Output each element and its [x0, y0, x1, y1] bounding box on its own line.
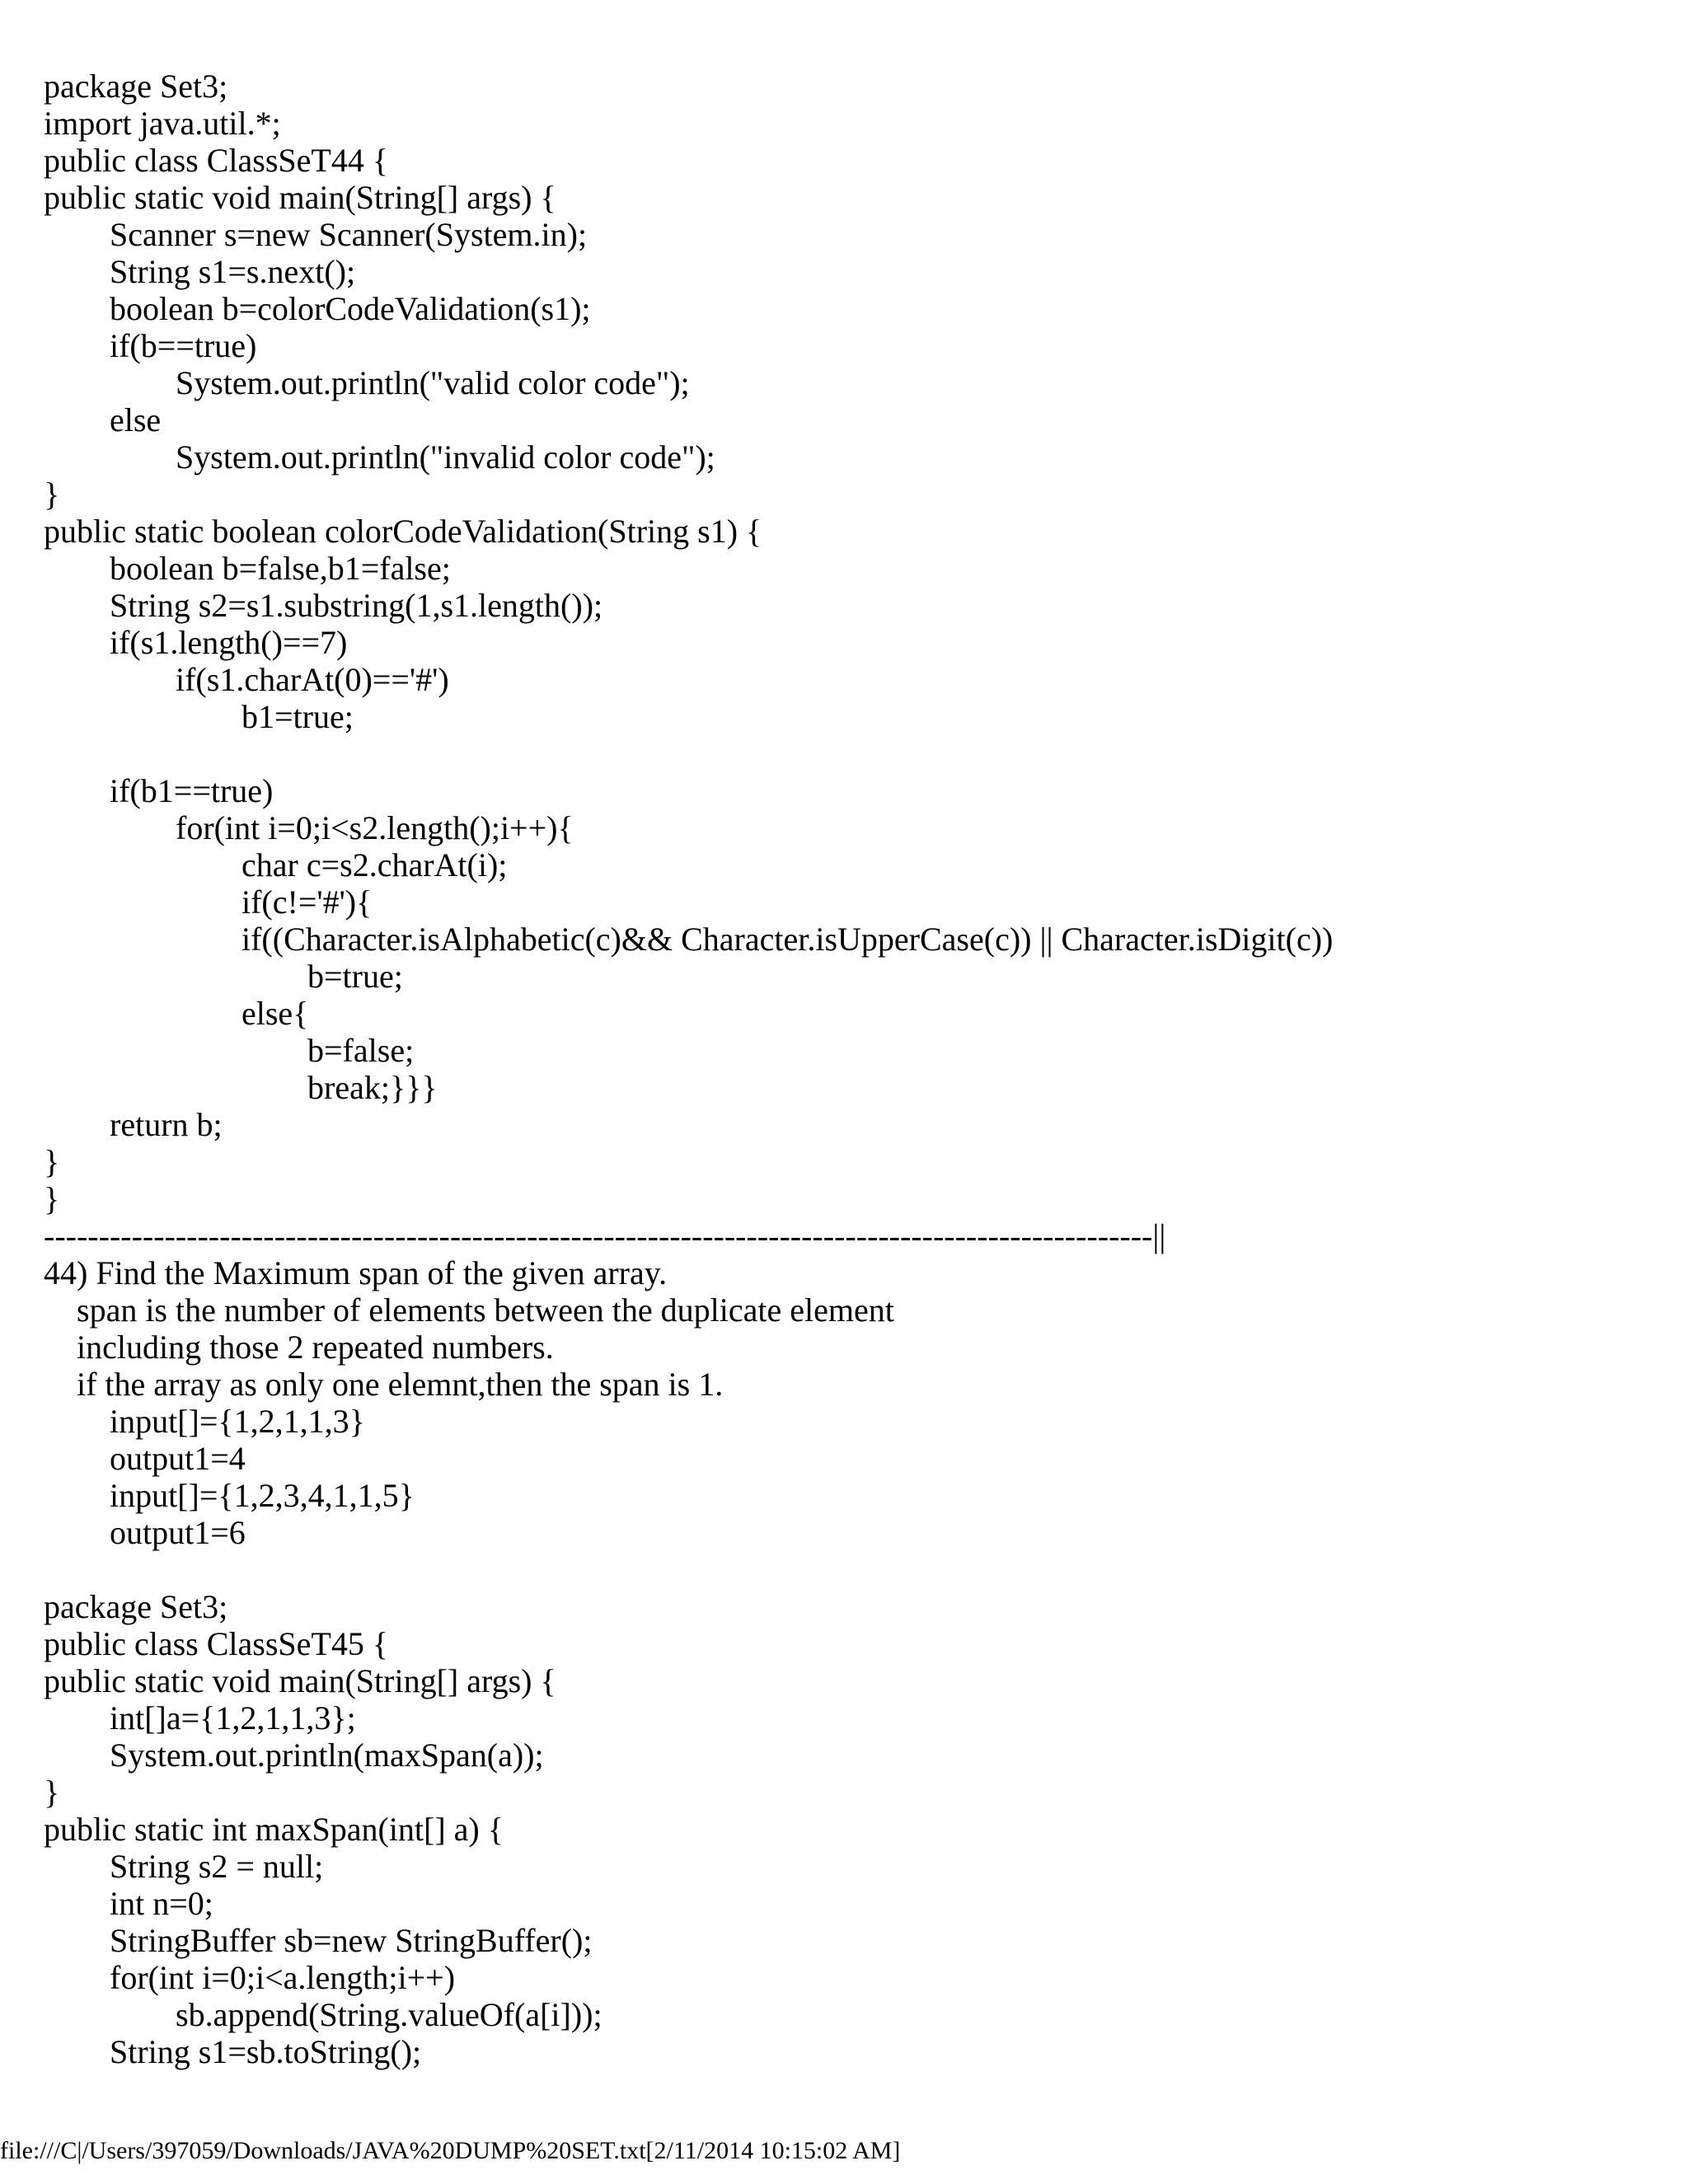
text-line: if(c!='#'){	[241, 883, 373, 921]
text-line: for(int i=0;i<a.length;i++)	[110, 1959, 456, 1996]
text-line: if(b1==true)	[110, 772, 274, 809]
text-line: String s2 = null;	[110, 1848, 324, 1885]
page-footer-url: file:///C|/Users/397059/Downloads/JAVA%20DUMP%20SET.txt[2/11/2014 10:15:02 AM]	[0, 2137, 901, 2164]
text-line: public class ClassSeT44 {	[44, 142, 389, 179]
text-line: }	[44, 476, 60, 513]
text-line: b1=true;	[241, 698, 354, 735]
text-line: System.out.println("invalid color code");	[176, 438, 715, 476]
text-line: boolean b=false,b1=false;	[110, 550, 451, 587]
text-line: else	[110, 401, 162, 438]
text-line: package Set3;	[44, 1588, 228, 1625]
text-line: public static boolean colorCodeValidation(String s1) {	[44, 513, 762, 550]
text-line: package Set3;	[44, 68, 228, 105]
document-body	[44, 68, 1659, 2070]
text-line: String s1=sb.toString();	[110, 2033, 422, 2070]
text-line: boolean b=colorCodeValidation(s1);	[110, 290, 591, 327]
text-line: input[]={1,2,1,1,3}	[110, 1403, 365, 1440]
text-line: System.out.println(maxSpan(a));	[110, 1736, 544, 1774]
text-line: if(b==true)	[110, 327, 257, 364]
text-line: import java.util.*;	[44, 105, 281, 142]
text-line: b=true;	[307, 958, 403, 995]
text-line: if((Character.isAlphabetic(c)&& Character.isUpperCase(c)) || Character.isDigit(c))	[241, 921, 1334, 958]
text-line: return b;	[110, 1106, 223, 1143]
text-line: input[]={1,2,3,4,1,1,5}	[110, 1477, 415, 1514]
text-line: }	[44, 1180, 60, 1217]
blank-line	[44, 735, 1659, 772]
text-line: break;}}}	[307, 1069, 438, 1106]
text-line: else{	[241, 995, 309, 1032]
text-line: int[]a={1,2,1,1,3};	[110, 1699, 356, 1736]
text-line: int n=0;	[110, 1885, 213, 1922]
blank-line	[44, 1551, 1659, 1588]
text-line: public class ClassSeT45 {	[44, 1625, 389, 1662]
text-line: for(int i=0;i<s2.length();i++){	[176, 809, 574, 846]
text-line: public static void main(String[] args) {	[44, 179, 556, 216]
text-line: -----------------------------------------------------------------------------------------------------||	[44, 1217, 1166, 1254]
text-line: String s1=s.next();	[110, 253, 356, 290]
text-line: String s2=s1.substring(1,s1.length());	[110, 587, 603, 624]
text-line: StringBuffer sb=new StringBuffer();	[110, 1922, 593, 1959]
text-line: public static void main(String[] args) {	[44, 1662, 556, 1699]
text-line: output1=4	[110, 1440, 246, 1477]
text-line: public static int maxSpan(int[] a) {	[44, 1811, 504, 1848]
text-line: Scanner s=new Scanner(System.in);	[110, 216, 588, 253]
text-line: }	[44, 1774, 60, 1811]
text-line: if(s1.length()==7)	[110, 624, 348, 661]
text-line: sb.append(String.valueOf(a[i]));	[176, 1996, 603, 2033]
text-line: if the array as only one elemnt,then the span is 1.	[77, 1366, 724, 1403]
text-line: 44) Find the Maximum span of the given array.	[44, 1254, 668, 1291]
text-line: b=false;	[307, 1032, 415, 1069]
text-line: char c=s2.charAt(i);	[241, 846, 508, 883]
text-line: if(s1.charAt(0)=='#')	[176, 661, 449, 698]
text-line: including those 2 repeated numbers.	[77, 1329, 554, 1366]
text-line: span is the number of elements between the duplicate element	[77, 1291, 894, 1329]
text-line: System.out.println("valid color code");	[176, 364, 690, 401]
text-line: output1=6	[110, 1514, 246, 1551]
text-line: }	[44, 1143, 60, 1180]
